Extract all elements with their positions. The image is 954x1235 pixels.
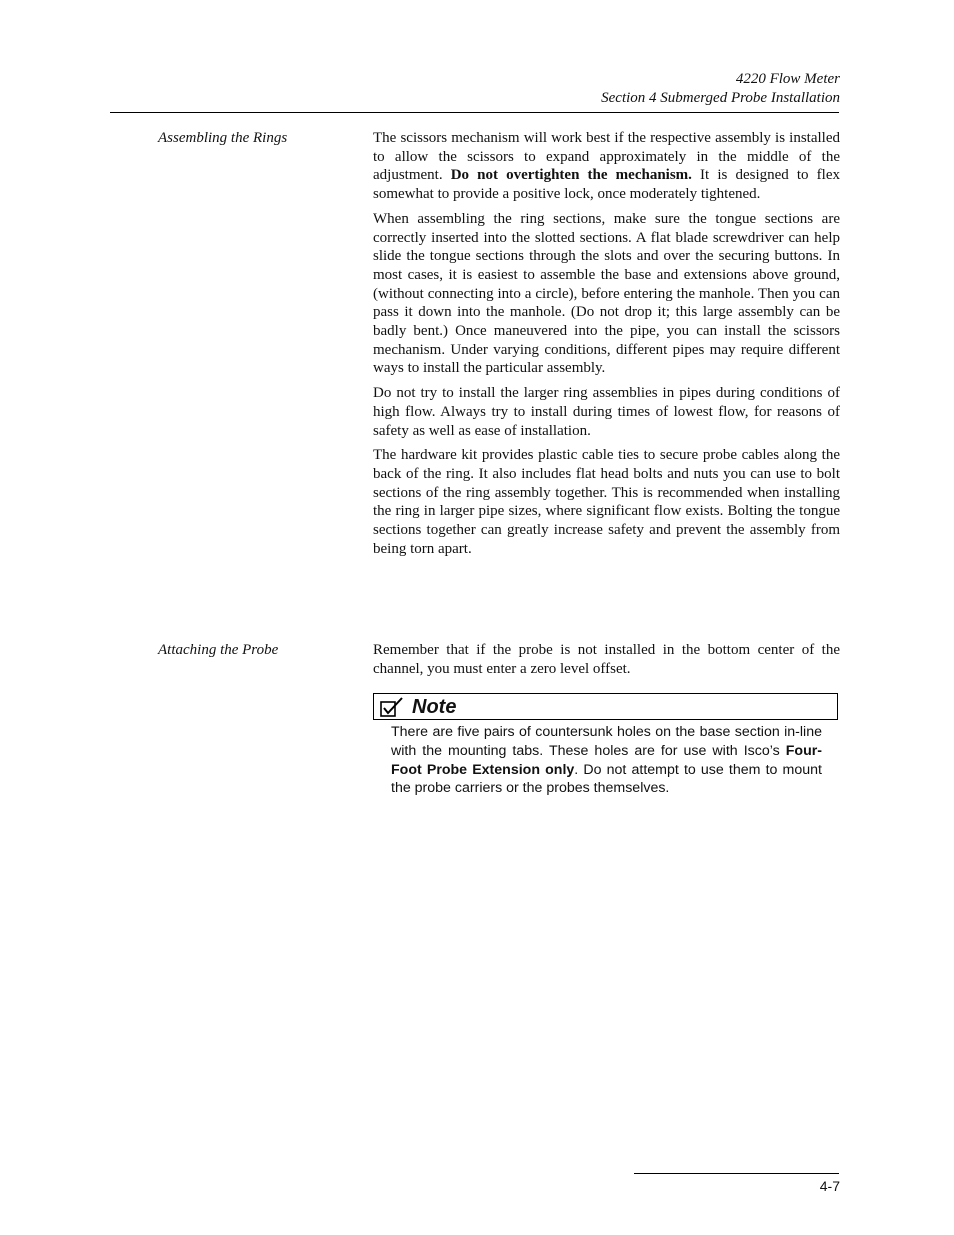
page-number: 4-7 [819, 1178, 840, 1194]
header-title: 4220 Flow Meter [735, 71, 840, 87]
assembling-paragraph-2: When assembling the ring sections, make sure the tongue sections are correctly inserted into the slotted sections. A flat blade screwdriver can help slide the tongue sections through the slots and over the securing buttons. In most cases, it is easiest to assemble the base and extensions above ground, (without connecting into a circle), before entering the manhole. Then you can pass it down into the manhole. (Do not drop it; this large assembly can be badly bent.) Once maneuvered into the pipe, you can install the scissors mechanism. Under varying conditions, different pipes may require different ways to install the particular assembly. [373, 210, 840, 377]
assembling-paragraph-3: Do not try to install the larger ring assemblies in pipes during conditions of high flow. Always try to install during times of lowest flow, for reasons of safety as well as ease of installation. [373, 385, 840, 439]
assembling-paragraph-1: The scissors mechanism will work best if the respective assembly is installed to allow the scissors to expand approximately in the middle of the adjustment. Do not overtighten the mechanism. It is designed to flex somewhat to provide a positive lock, once moderately tightened. [373, 130, 840, 203]
note-box [373, 693, 838, 720]
header-rule [110, 112, 839, 113]
side-heading-attaching: Attaching the Probe [158, 642, 279, 658]
note-bold-text: Four-Foot Probe Extension only [391, 742, 822, 778]
assembling-body [373, 129, 840, 558]
checkbox-check-icon [380, 697, 404, 717]
assembling-paragraph-4: The hardware kit provides plastic cable ties to secure probe cables along the back of the ring. It also includes flat head bolts and nuts you can use to bolt sections of the ring assembly together. This is recommended when installing the ring in larger pipe sizes, where significant flow exists. Bolting the tongue sections together can greatly increase safety and prevent the assembly from being torn apart. [373, 447, 840, 557]
note-title: Note [412, 696, 457, 718]
bold-warning: Do not overtighten the mechanism. [450, 167, 692, 184]
running-header [601, 70, 840, 108]
footer-rule [634, 1173, 839, 1174]
note-text: There are five pairs of countersunk holes on the base section in-line with the mounting tabs. These holes are for use with Isco’s Four-Foot Probe Extension only. Do not attempt to use them to mount the probe carriers or the probes themselves. [391, 724, 822, 797]
side-heading-assembling: Assembling the Rings [158, 130, 288, 146]
attaching-body [373, 641, 840, 678]
header-section: Section 4 Submerged Probe Installation [601, 90, 840, 106]
attaching-paragraph-1: Remember that if the probe is not installed in the bottom center of the channel, you must enter a zero level offset. [373, 642, 840, 677]
